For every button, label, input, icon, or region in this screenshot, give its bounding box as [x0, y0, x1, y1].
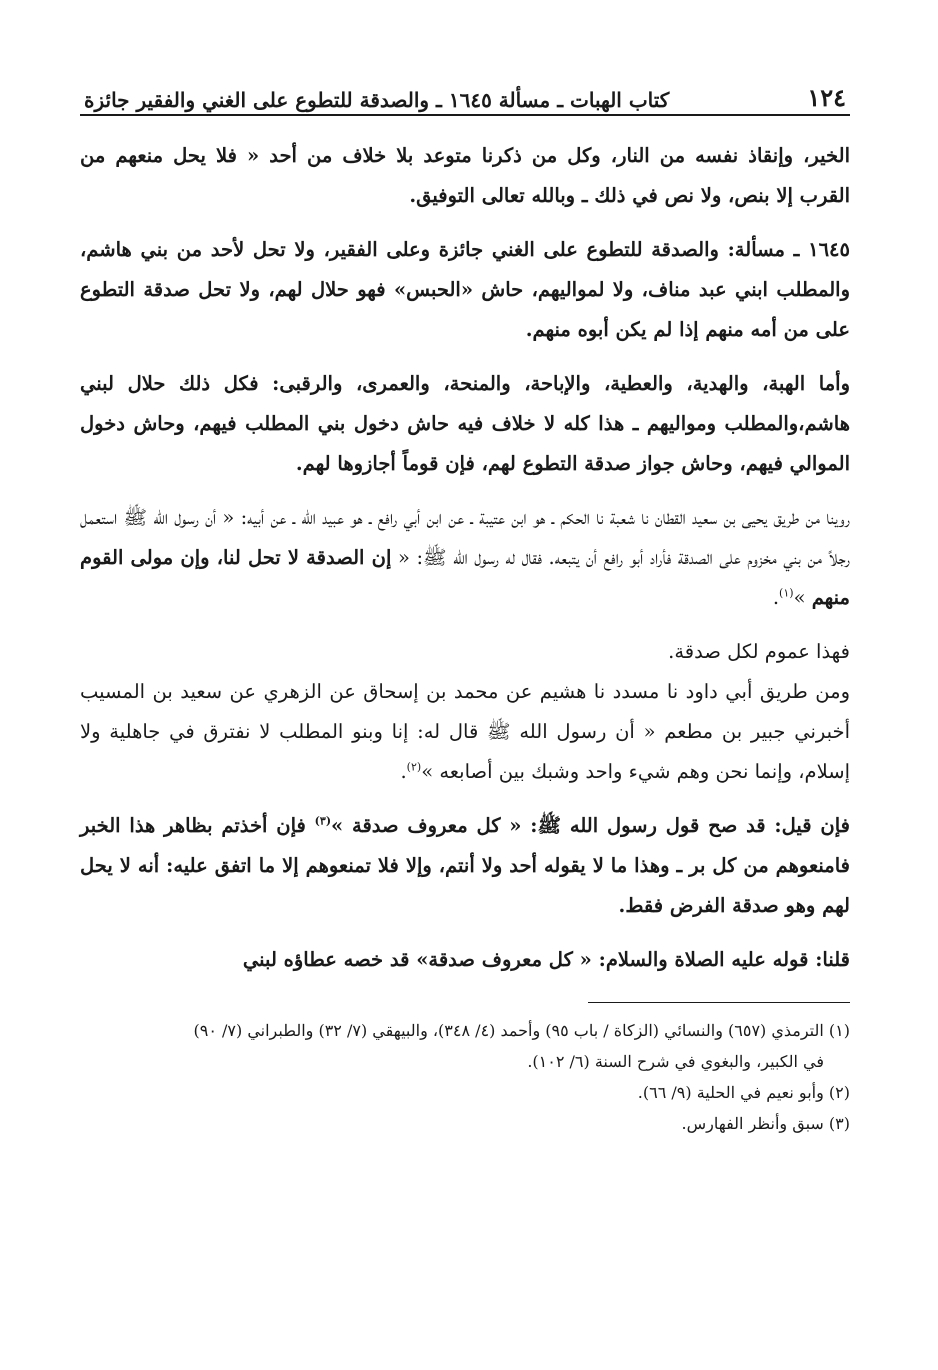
footnotes [80, 1015, 850, 1139]
footnote-1-line-2: في الكبير، والبغوي في شرح السنة (٦/ ١٠٢). [527, 1052, 824, 1071]
narration-text: روينا من طريق يحيى بن سعيد القطان نا شعبة نا الحكم ـ هو ابن عتيبة ـ عن ابن أبي رافع ـ هو عبيد الله ـ عن أبيه: « أن رسول الله ﷺ استعمل رجلاً من بني مخزوم على الصدقة فأراد أبو رافع أن يتبعه. فقال له رسول الله ﷺ: « [80, 506, 850, 569]
paragraph-6 [80, 672, 850, 792]
running-title: كتاب الهبات ـ مسألة ١٦٤٥ ـ والصدقة للتطوع على الغني والفقير جائزة [84, 88, 670, 112]
paragraph-5: فهذا عموم لكل صدقة. [668, 640, 850, 663]
objection-text-cont: فإن أخذتم بظاهر هذا الخبر فامنعوهم من كل بر ـ وهذا ما لا يقوله أحد ولا أنتم، وإلا فلا تمنعوهم إلا ما اتفق عليه: أنه لا يحل لهم وهو صدقة الفرض فقط. [80, 814, 850, 917]
hadith-quote: إن الصدقة لا تحل لنا، وإن مولى القوم منهم [80, 546, 850, 609]
footnote-ref-3: (٣) [314, 814, 332, 828]
footnote-ref-2: (٢) [406, 760, 422, 774]
narration-text: ومن طريق أبي داود نا مسدد نا هشيم عن محمد بن إسحاق عن الزهري عن سعيد بن المسيب أخبرني جبير بن مطعم « أن رسول الله ﷺ قال له: إنا وبنو المطلب لا نفترق في جاهلية ولا إسلام، وإنما نحن وهم شيء واحد وشبك بين أصابعه » [80, 680, 850, 783]
footnote-1-line-1: (١) الترمذي (٦٥٧) والنسائي (الزكاة / باب ٩٥) وأحمد (٤/ ٣٤٨)، والبيهقي (٧/ ٣٢) والطبراني (٧/ ٩٠) [193, 1021, 850, 1040]
issue-label: ١٦٤٥ ـ مسألة: [727, 238, 850, 261]
footnote-ref-1: (١) [779, 586, 794, 600]
sentence-end: . [772, 586, 780, 609]
page-number: ١٢٤ [807, 83, 846, 112]
footnote-2: (٢) وأبو نعيم في الحلية (٩/ ٦٦). [637, 1083, 850, 1102]
book-page [80, 72, 850, 1139]
sentence-end: . [400, 760, 407, 783]
paragraph-3: وأما الهبة، والهدية، والعطية، والإباحة، والمنحة، والعمرى، والرقبى: فكل ذلك حلال لبني هاشم،والمطلب ومواليهم ـ هذا كله لا خلاف فيه حاش دخول بني المطلب فيهم، وحاش دخول الموالي فيهم، وحاش جواز صدقة التطوع لهم، فإن قوماً أجازوها لهم. [80, 372, 850, 475]
footnote-3: (٣) سبق وأنظر الفهارس. [681, 1114, 850, 1133]
quote-close: » [793, 586, 812, 609]
footnote-1 [80, 1015, 850, 1077]
paragraph-2 [80, 230, 850, 350]
main-text [80, 136, 850, 980]
paragraph-4 [80, 498, 850, 618]
paragraph-1: الخير، وإنقاذ نفسه من النار، وكل من ذكرنا متوعد بلا خلاف من أحد « فلا يحل منعهم من القرب إلا بنص، ولا نص في ذلك ـ وبالله تعالى التوفيق. [80, 144, 850, 207]
paragraph-7 [80, 806, 850, 926]
page-header [80, 72, 850, 116]
paragraph-8: قلنا: قوله عليه الصلاة والسلام: « كل معروف صدقة» قد خصه عطاؤه لبني [242, 948, 850, 971]
objection-text: فإن قيل: قد صح قول رسول الله ﷺ: « كل معروف صدقة » [331, 814, 850, 837]
issue-text: والصدقة للتطوع على الغني جائزة وعلى الفقير، ولا تحل لأحد من بني هاشم، والمطلب ابني عبد مناف، ولا لمواليهم، حاش «الحبس» فهو حلال لهم، ولا تحل صدقة التطوع على من أمه منهم إذا لم يكن أبوه منهم. [80, 238, 850, 341]
footnote-divider [588, 1002, 850, 1003]
